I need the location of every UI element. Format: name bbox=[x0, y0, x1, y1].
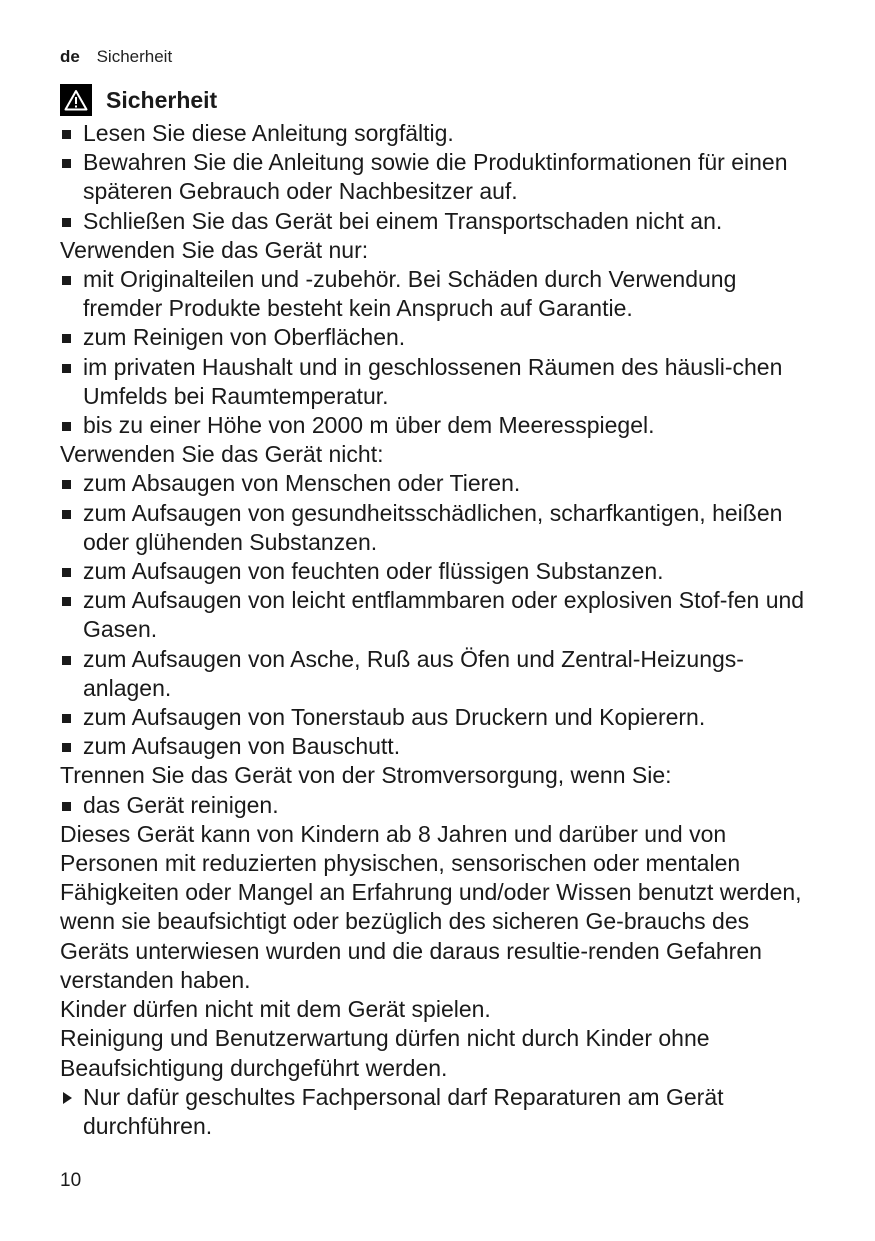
page-header bbox=[60, 47, 172, 67]
instruction-item: Nur dafür geschultes Fachpersonal darf Reparaturen am Gerät durchführen. bbox=[60, 1083, 820, 1141]
warning-triangle-icon bbox=[60, 84, 92, 116]
list-item: zum Reinigen von Oberflächen. bbox=[60, 323, 820, 352]
list-item: Lesen Sie diese Anleitung sorgfältig. bbox=[60, 119, 820, 148]
paragraph: Kinder dürfen nicht mit dem Gerät spielen. bbox=[60, 996, 491, 1023]
list-item: das Gerät reinigen. bbox=[60, 791, 820, 820]
paragraph: Verwenden Sie das Gerät nur: bbox=[60, 236, 369, 263]
bullet-list bbox=[60, 791, 820, 820]
instruction-list bbox=[60, 1083, 820, 1141]
bullet-list bbox=[60, 119, 820, 236]
list-item: bis zu einer Höhe von 2000 m über dem Meeresspiegel. bbox=[60, 411, 820, 440]
paragraph: Dieses Gerät kann von Kindern ab 8 Jahren und darüber und von Personen mit reduzierten physischen, sensorischen oder mentalen Fähigkeiten oder Mangel an Erfahrung und/oder Wissen benutzt werden, wenn sie beaufsichtigt oder bezüglich des sicheren Ge-brauchs des Geräts unterwiesen wurden und die daraus resultie-renden Gefahren verstanden haben. bbox=[60, 820, 802, 993]
paragraph: Verwenden Sie das Gerät nicht: bbox=[60, 441, 384, 468]
title-row bbox=[60, 84, 217, 116]
paragraph: Trennen Sie das Gerät von der Stromversorgung, wenn Sie: bbox=[60, 762, 672, 789]
language-label: de bbox=[60, 47, 80, 66]
list-item: Bewahren Sie die Anleitung sowie die Produktinformationen für einen späteren Gebrauch oder Nachbesitzer auf. bbox=[60, 148, 820, 206]
page-number: 10 bbox=[60, 1170, 82, 1191]
section-label: Sicherheit bbox=[96, 47, 173, 66]
list-item: zum Absaugen von Menschen oder Tieren. bbox=[60, 469, 820, 498]
safety-content bbox=[60, 119, 820, 1141]
list-item: mit Originalteilen und -zubehör. Bei Schäden durch Verwendung fremder Produkte besteht kein Anspruch auf Garantie. bbox=[60, 265, 820, 323]
list-item: im privaten Haushalt und in geschlossenen Räumen des häusli-chen Umfelds bei Raumtemperatur. bbox=[60, 353, 820, 411]
list-item: zum Aufsaugen von gesundheitsschädlichen, scharfkantigen, heißen oder glühenden Substanzen. bbox=[60, 499, 820, 557]
list-item: zum Aufsaugen von leicht entflammbaren oder explosiven Stof-fen und Gasen. bbox=[60, 586, 820, 644]
list-item: zum Aufsaugen von Asche, Ruß aus Öfen und Zentral-Heizungs-anlagen. bbox=[60, 645, 820, 703]
paragraph: Reinigung und Benutzerwartung dürfen nicht durch Kinder ohne Beaufsichtigung durchgeführt werden. bbox=[60, 1025, 710, 1081]
page-title: Sicherheit bbox=[106, 87, 218, 113]
list-item: Schließen Sie das Gerät bei einem Transportschaden nicht an. bbox=[60, 207, 820, 236]
list-item: zum Aufsaugen von feuchten oder flüssigen Substanzen. bbox=[60, 557, 820, 586]
list-item: zum Aufsaugen von Bauschutt. bbox=[60, 732, 820, 761]
bullet-list bbox=[60, 265, 820, 440]
list-item: zum Aufsaugen von Tonerstaub aus Druckern und Kopierern. bbox=[60, 703, 820, 732]
bullet-list bbox=[60, 469, 820, 761]
